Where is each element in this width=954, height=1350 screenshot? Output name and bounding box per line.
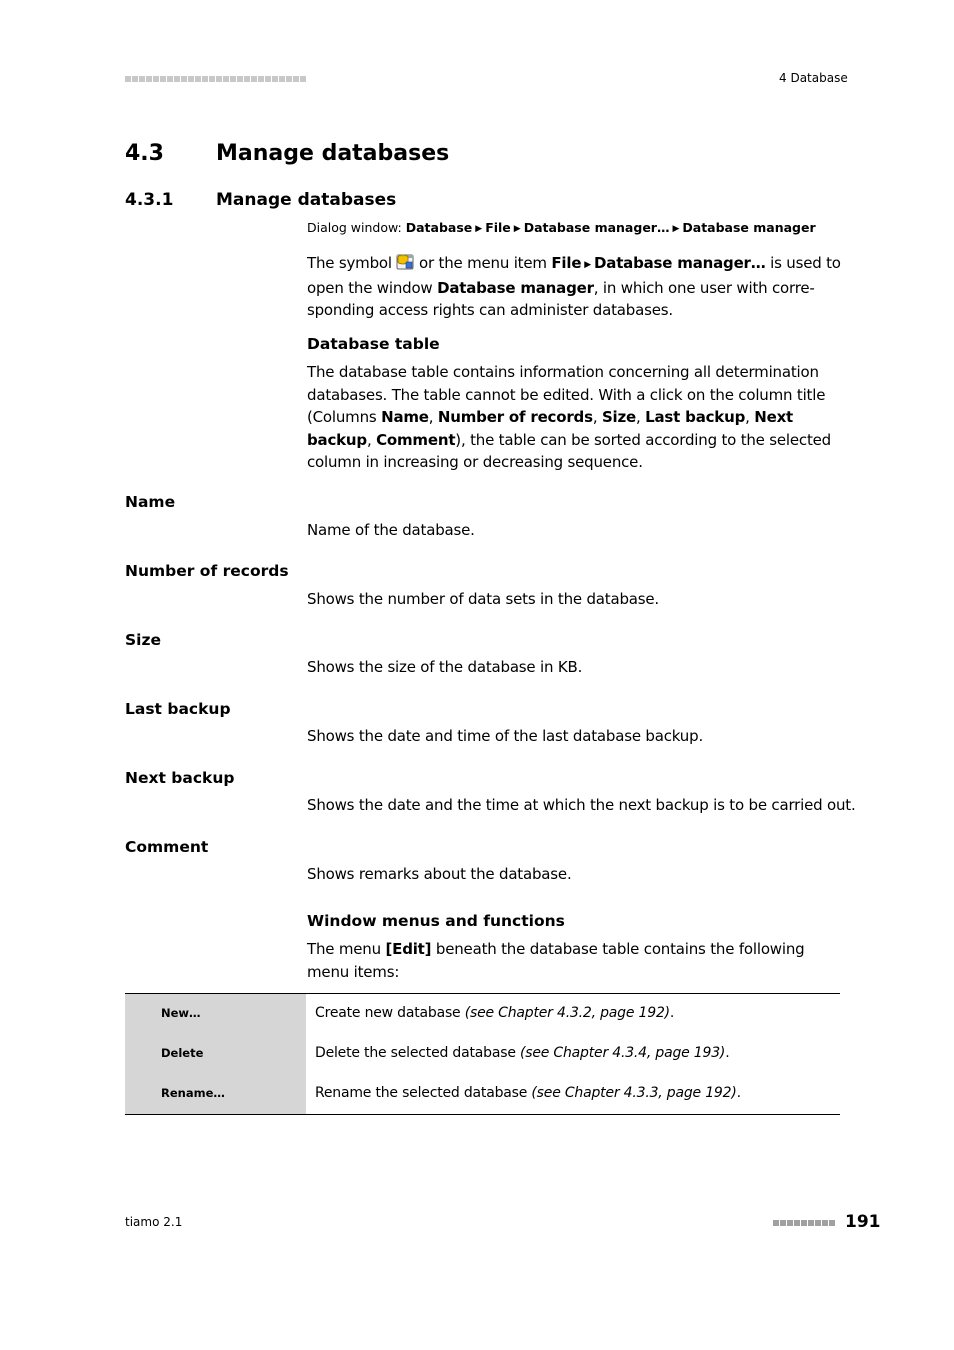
field-desc-next-backup: Shows the date and the time at which the next backup is to be carried out. (307, 796, 856, 814)
marker-square (223, 76, 229, 82)
table-row (125, 1034, 840, 1074)
menu-desc-new: Create new database (see Chapter 4.3.2, page 192). (315, 1005, 675, 1021)
field-desc-comment: Shows remarks about the database. (307, 865, 572, 883)
triangle-right-icon: ▶ (584, 260, 592, 270)
marker-square (237, 76, 243, 82)
field-desc-last-backup: Shows the date and time of the last database backup. (307, 727, 704, 745)
dialog-path-item: Database manager… (523, 220, 670, 235)
triangle-right-icon: ▶ (475, 224, 483, 234)
dialog-path-item: Database manager (682, 220, 816, 235)
marker-square (244, 76, 250, 82)
window-menus-paragraph: The menu [Edit] beneath the database table contains the following menu items: (307, 940, 805, 981)
page-number: 191 (845, 1212, 881, 1232)
marker-square (132, 76, 138, 82)
section-heading (125, 141, 449, 166)
marker-square (251, 76, 257, 82)
subsection-number: 4.3.1 (125, 190, 174, 210)
menu-desc-delete: Delete the selected database (see Chapter 4.3.4, page 193). (315, 1045, 730, 1061)
marker-square (293, 76, 299, 82)
marker-square (829, 1220, 835, 1226)
field-term-last-backup: Last backup (125, 700, 231, 718)
database-table-paragraph: The database table contains information concerning all determination databases. The table cannot be edited. With a click on the column title (Columns Name, Number of records, Size, Last backup, Next backup, Comment), the table can be sorted according to the selected column in increasing or decreasing sequence. (307, 363, 832, 471)
marker-square (146, 76, 152, 82)
marker-square (265, 76, 271, 82)
marker-square (209, 76, 215, 82)
marker-square (258, 76, 264, 82)
marker-square (174, 76, 180, 82)
marker-square (822, 1220, 828, 1226)
field-term-number-of-records: Number of records (125, 562, 289, 580)
subsection-heading (125, 190, 396, 210)
marker-square (300, 76, 306, 82)
field-term-name: Name (125, 493, 176, 511)
marker-square (230, 76, 236, 82)
menu-key-delete: Delete (161, 1046, 204, 1060)
field-desc-number-of-records: Shows the number of data sets in the database. (307, 590, 659, 608)
field-desc-name: Name of the database. (307, 521, 475, 539)
marker-square (167, 76, 173, 82)
menu-key-rename: Rename… (161, 1086, 225, 1100)
footer-product: tiamo 2.1 (125, 1215, 183, 1229)
database-table-heading: Database table (307, 335, 440, 353)
field-desc-size: Shows the size of the database in KB. (307, 658, 583, 676)
marker-square (801, 1220, 807, 1226)
field-term-size: Size (125, 631, 162, 649)
marker-square (216, 76, 222, 82)
marker-square (181, 76, 187, 82)
marker-square (794, 1220, 800, 1226)
section-title: Manage databases (216, 141, 450, 166)
marker-square (125, 76, 131, 82)
intro-paragraph: The symbol or the menu item File ▶ Database manager… is used to open the window Database manager, in which one user with corresponding access rights can administer databases. (307, 254, 841, 319)
table-row (125, 1074, 840, 1114)
footer-marker (773, 1220, 835, 1226)
marker-square (160, 76, 166, 82)
marker-square (815, 1220, 821, 1226)
marker-square (153, 76, 159, 82)
marker-square (279, 76, 285, 82)
dialog-path (307, 220, 816, 235)
table-row (125, 994, 840, 1034)
marker-square (286, 76, 292, 82)
dialog-path-item: Database (405, 220, 473, 235)
marker-square (272, 76, 278, 82)
database-manager-icon (396, 252, 414, 270)
triangle-right-icon: ▶ (672, 224, 680, 234)
marker-square (787, 1220, 793, 1226)
menu-items-table (125, 993, 840, 1115)
subsection-title: Manage databases (216, 190, 397, 210)
marker-square (202, 76, 208, 82)
field-term-next-backup: Next backup (125, 769, 235, 787)
marker-square (808, 1220, 814, 1226)
menu-desc-rename: Rename the selected database (see Chapter 4.3.3, page 192). (315, 1085, 741, 1101)
dialog-prefix: Dialog window: (307, 220, 402, 235)
field-term-comment: Comment (125, 838, 209, 856)
menu-key-new: New… (161, 1006, 201, 1020)
marker-square (773, 1220, 779, 1226)
window-menus-heading: Window menus and functions (307, 912, 565, 930)
marker-square (780, 1220, 786, 1226)
triangle-right-icon: ▶ (513, 224, 521, 234)
header-chapter: 4 Database (779, 71, 848, 85)
header-marker (125, 76, 306, 82)
marker-square (188, 76, 194, 82)
marker-square (139, 76, 145, 82)
section-number: 4.3 (125, 141, 164, 166)
marker-square (195, 76, 201, 82)
dialog-path-item: File (485, 220, 511, 235)
